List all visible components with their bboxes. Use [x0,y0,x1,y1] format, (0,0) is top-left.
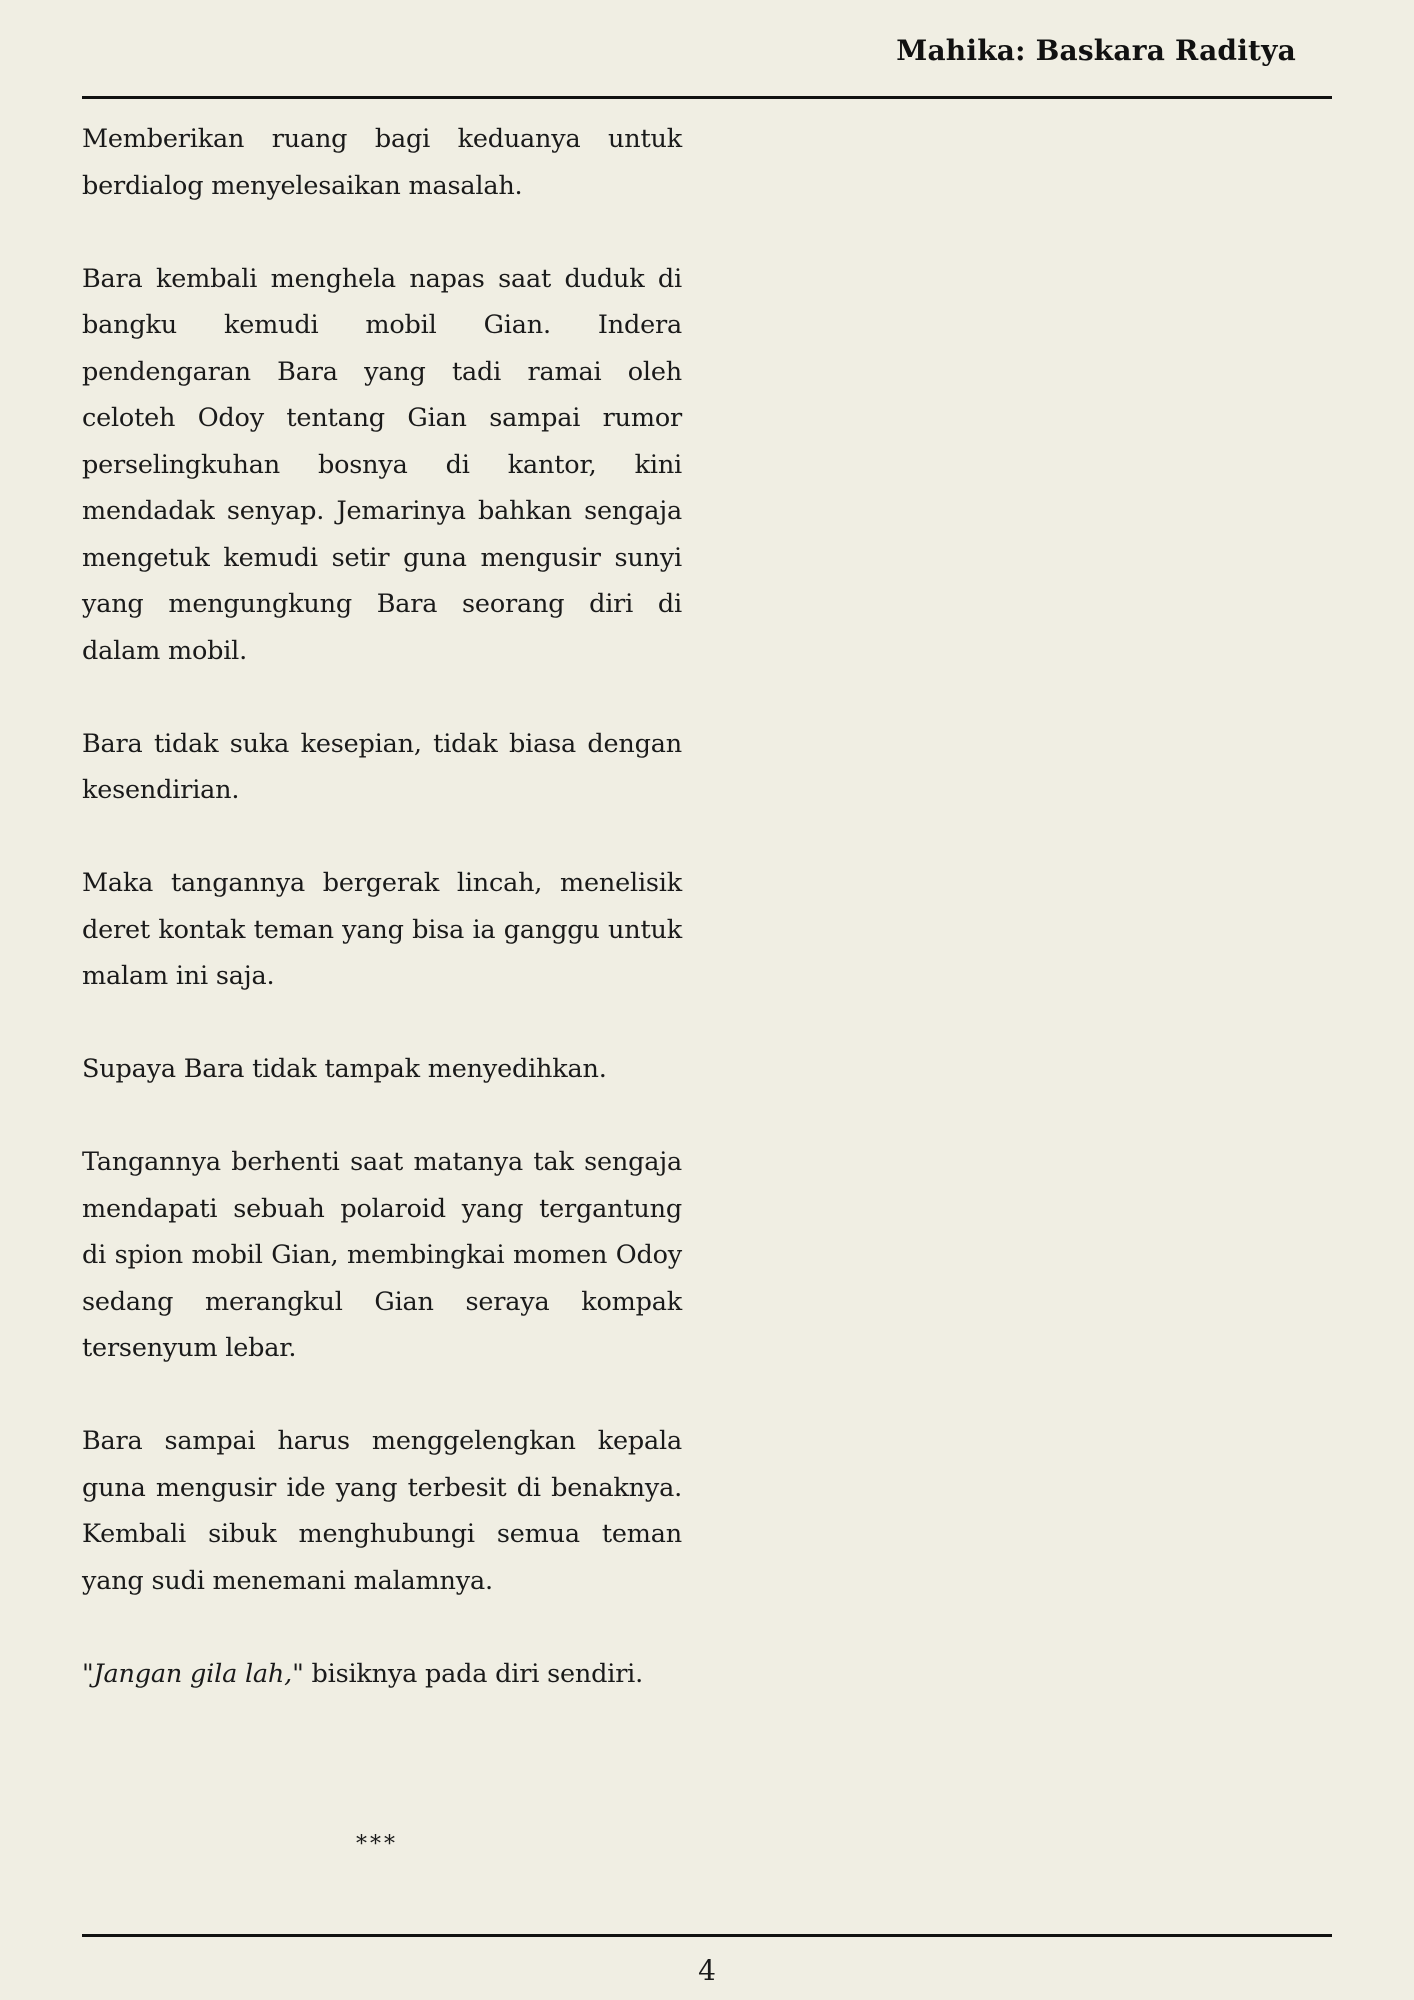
paragraph: Bara kembali menghela napas saat duduk di bangku kemudi mobil Gian. Indera pendengaran Bara yang tadi ramai oleh celoteh Odoy tentang Gian sampai rumor perselingkuhan bosnya di kantor, kini mendadak senyap. Jemarinya bahkan sengaja mengetuk kemudi setir guna mengusir sunyi yang mengungkung Bara seorang diri di dalam mobil. [82,263,682,666]
running-header-title: Mahika: Baskara Raditya [896,34,1296,67]
paragraph: Supaya Bara tidak tampak menyedihkan. [82,1054,607,1084]
paragraph: Bara sampai harus menggelengkan kepala guna mengusir ide yang terbesit di benaknya. Kembali sibuk menghubungi semua teman yang sudi menemani malamnya. [82,1426,682,1596]
italic-dialogue: Jangan gila lah, [93,1658,293,1689]
scene-break: *** [356,1832,398,1857]
paragraph: Tangannya berhenti saat matanya tak sengaja mendapati sebuah polaroid yang tergantung di spion mobil Gian, membingkai momen Odoy sedang merangkul Gian seraya kompak tersenyum lebar. [82,1147,682,1363]
body-text [82,116,682,1697]
open-quote: " [82,1658,94,1689]
paragraph: Memberikan ruang bagi keduanya untuk berdialog menyelesaikan masalah. [82,124,682,201]
paragraph: Bara tidak suka kesepian, tidak biasa dengan kesendirian. [82,728,682,805]
footer-rule [82,1934,1332,1937]
paragraph: Maka tangannya bergerak lincah, menelisik deret kontak teman yang bisa ia ganggu untuk malam ini saja. [82,868,682,991]
dialogue-rest: " bisiknya pada diri sendiri. [292,1658,644,1689]
header-rule [82,96,1332,99]
page-number: 4 [698,1954,716,1987]
dialogue-paragraph [82,1651,682,1698]
